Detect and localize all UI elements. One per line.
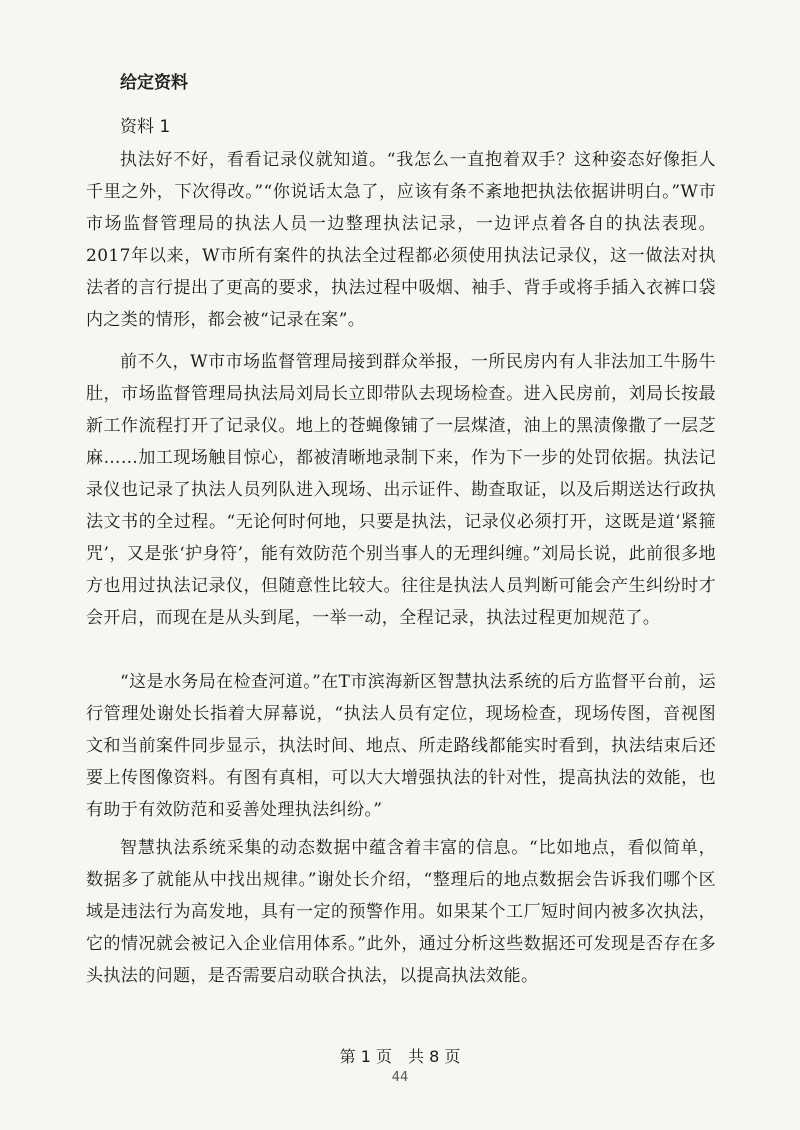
- paragraph: 前不久，W市市场监督管理局接到群众举报，一所民房内有人非法加工牛肠牛肚，市场监督管理局执法局刘局长立即带队去现场检查。进入民房前，刘局长按最新工作流程打开了记录仪。地上的苍蝇像铺了一层煤渣，油上的黑渍像撒了一层芝麻……加工现场触目惊心，都被清晰地录制下来，作为下一步的处罚依据。执法记录仪也记录了执法人员列队进入现场、出示证件、勘查取证，以及后期送达行政执法文书的全过程。“无论何时何地，只要是执法，记录仪必须打开，这既是道‘紧箍咒’，又是张‘护身符’，能有效防范个别当事人的无理纠缠。”刘局长说，此前很多地方也用过执法记录仪，但随意性比较大。往往是执法人员判断可能会产生纠纷时才会开启，而现在是从头到尾，一举一动，全程记录，执法过程更加规范了。: [86, 352, 716, 628]
- paragraph: “这是水务局在检查河道。”在T市滨海新区智慧执法系统的后方监督平台前，运行管理处谢处长指着大屏幕说，“执法人员有定位，现场检查，现场传图，音视图文和当前案件同步显示，执法时间、地点、所走路线都能实时看到，执法结束后还要上传图像资料。有图有真相，可以大大增强执法的针对性，提高执法的效能，也有助于有效防范和妥善处理执法纠纷。”: [86, 672, 716, 820]
- paragraph: 执法好不好，看看记录仪就知道。“我怎么一直抱着双手？这种姿态好像拒人千里之外，下次得改。”“你说话太急了，应该有条不紊地把执法依据讲明白。”W市市场监督管理局的执法人员一边整理执法记录，一边评点着各自的执法表现。2017年以来，W市所有案件的执法全过程都必须使用执法记录仪，这一做法对执法者的言行提出了更高的要求，执法过程中吸烟、袖手、背手或将手插入衣裤口袋内之类的情形，都会被“记录在案”。: [86, 150, 716, 330]
- page-number: 44: [391, 1070, 409, 1085]
- material-title: 资料 1: [120, 117, 171, 137]
- page-footer: 第 1 页 共 8 页: [339, 1047, 461, 1066]
- paragraph: 智慧执法系统采集的动态数据中蕴含着丰富的信息。“比如地点，看似简单，数据多了就能从中找出规律。”谢处长介绍，“整理后的地点数据会告诉我们哪个区域是违法行为高发地，具有一定的预警作用。如果某个工厂短时间内被多次执法，它的情况就会被记入企业信用体系。”此外，通过分析这些数据还可发现是否存在多头执法的问题，是否需要启动联合执法，以提高执法效能。: [86, 838, 716, 986]
- section-title: 给定资料: [120, 73, 188, 93]
